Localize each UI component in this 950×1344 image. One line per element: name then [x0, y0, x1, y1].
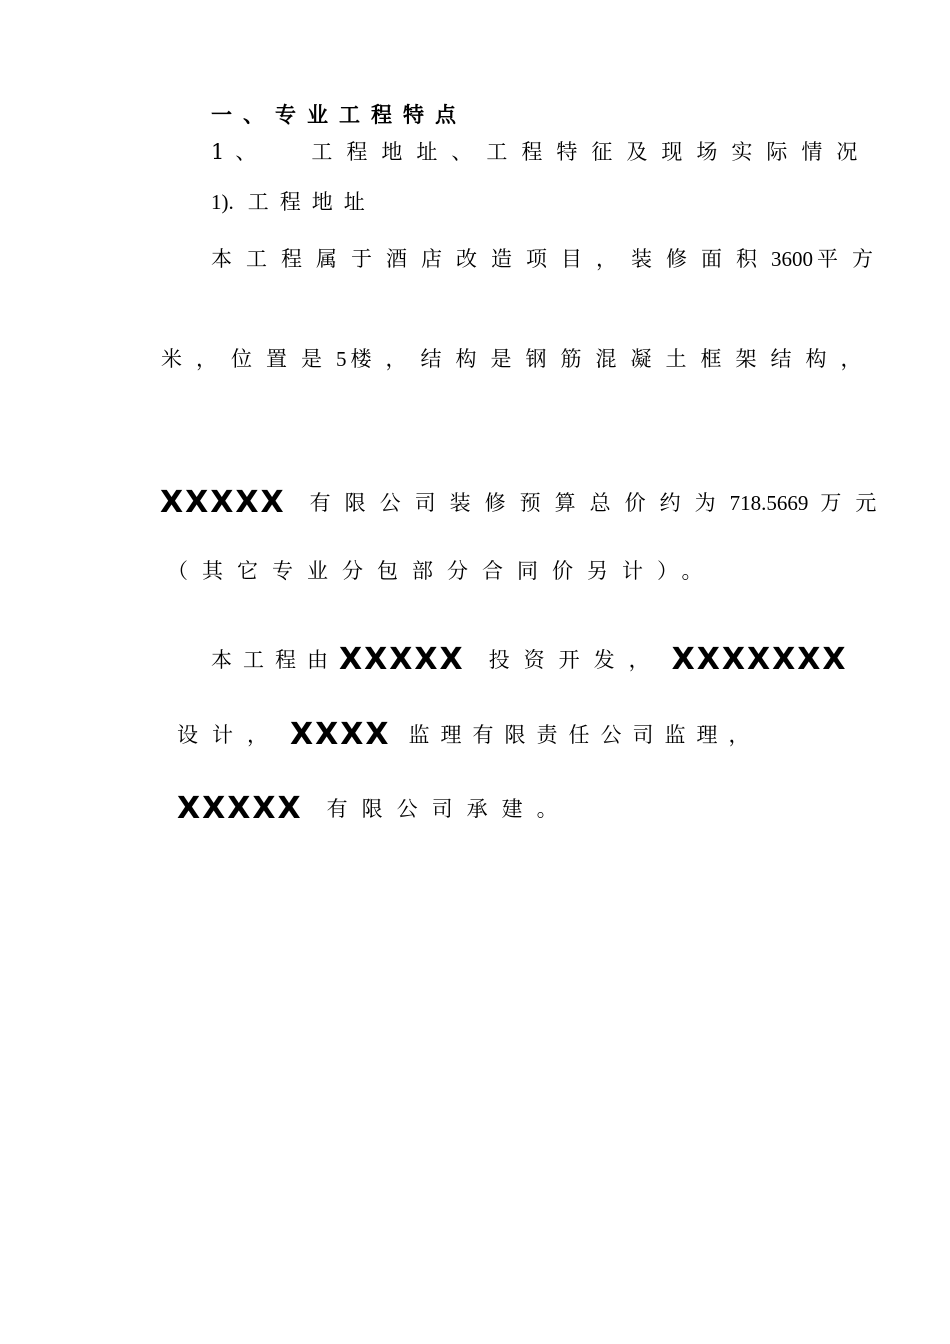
company-name-placeholder: XXXXX	[160, 485, 286, 520]
project-description-text: 本工程属于酒店改造项目，装修面积	[211, 247, 771, 271]
section-heading-text: 一、专业工程特点	[211, 102, 467, 127]
section-heading	[211, 100, 467, 130]
investment-text: 投资开发，	[488, 648, 664, 672]
design-text: 设计，	[177, 723, 282, 747]
area-value: 3600	[771, 247, 813, 271]
item-number: 1).	[211, 190, 234, 214]
budget-value: 718.5669	[729, 491, 809, 515]
designer-name-placeholder: XXXXXXX	[671, 642, 848, 677]
item-heading	[211, 187, 376, 217]
budget-unit-text: 万元	[820, 491, 891, 515]
investor-name-placeholder: XXXXX	[339, 642, 465, 677]
paragraph-line-3	[160, 485, 891, 520]
sub-heading-text: 工程地址、工程特征及现场实际情况	[311, 140, 872, 164]
location-text: 米，位置是	[161, 347, 336, 371]
developer-intro-text: 本工程由	[211, 648, 339, 672]
subcontract-note-text: （其它专业分包部分合同价另计）。	[167, 559, 717, 583]
item-text: 工程地址	[247, 190, 376, 214]
contractor-name-placeholder: XXXXX	[177, 791, 303, 826]
paragraph-line-2	[161, 344, 876, 374]
area-unit-text: 平方	[817, 247, 887, 271]
floor-value: 5	[336, 347, 347, 371]
supervisor-name-placeholder: XXXX	[290, 717, 391, 752]
structure-text: 楼，结构是钢筋混凝土框架结构，	[350, 347, 876, 371]
budget-text: 有限公司装修预算总价约为	[309, 491, 730, 515]
sub-heading	[211, 137, 871, 167]
paragraph-line-1	[211, 244, 887, 274]
paragraph-line-7	[177, 791, 572, 826]
supervision-text: 监理有限责任公司监理，	[408, 723, 761, 747]
paragraph-line-6	[177, 717, 761, 752]
construction-text: 有限公司承建。	[326, 797, 572, 821]
paragraph-line-5	[211, 642, 848, 677]
sub-heading-number: 1、	[211, 140, 268, 164]
paragraph-line-4	[167, 556, 717, 586]
